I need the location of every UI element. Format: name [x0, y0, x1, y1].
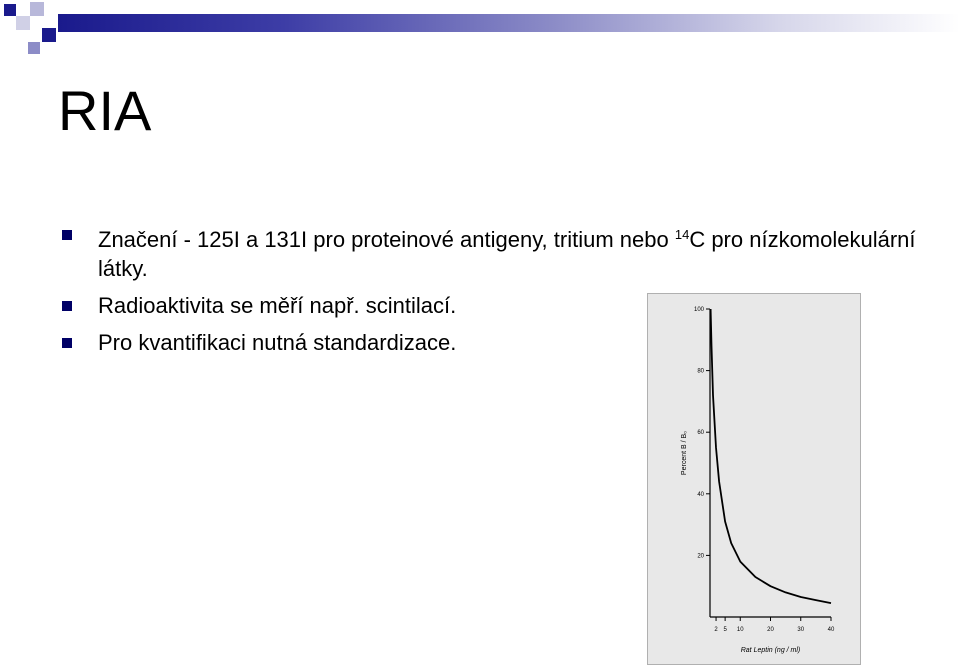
- bullet-square-icon: [62, 301, 72, 311]
- x-tick-label: 10: [736, 627, 744, 633]
- bullet-text: Radioaktivita se měří např. scintilací.: [98, 293, 457, 318]
- x-tick-label: 30: [797, 627, 805, 633]
- x-axis-label: Rat Leptin (ng / ml): [740, 647, 801, 654]
- y-axis-label: Percent B / B₀: [681, 430, 688, 476]
- series-line: [711, 309, 831, 603]
- bullet-text: Značení - 125I a 131I pro proteinové antigeny, tritium nebo: [98, 227, 675, 252]
- x-tick-label: 20: [767, 627, 774, 633]
- bullet-superscript: 14: [674, 227, 690, 242]
- x-tick-label: 40: [827, 627, 835, 633]
- y-tick-label: 20: [697, 553, 704, 560]
- standard-curve-figure: [647, 293, 861, 665]
- header-square: [16, 16, 30, 30]
- slide-title: RIA: [58, 79, 152, 142]
- header-square: [30, 2, 44, 16]
- x-tick-label: 5: [723, 627, 727, 633]
- header-bar: [58, 14, 960, 32]
- bullet-item: [62, 220, 922, 283]
- x-tick-label: 2: [714, 627, 718, 633]
- header-square: [4, 4, 16, 16]
- header-square: [42, 28, 56, 42]
- y-tick-label: 40: [697, 491, 704, 498]
- y-tick-label: 60: [697, 430, 704, 437]
- bullet-square-icon: [62, 338, 72, 348]
- bullet-text: C pro nízkomolekulární látky.: [98, 227, 916, 281]
- header-square: [28, 42, 40, 54]
- standard-curve-chart: [648, 294, 860, 664]
- y-tick-label: 100: [693, 307, 704, 313]
- y-tick-label: 80: [697, 368, 704, 375]
- bullet-square-icon: [62, 230, 72, 240]
- bullet-text: Pro kvantifikaci nutná standardizace.: [98, 330, 457, 355]
